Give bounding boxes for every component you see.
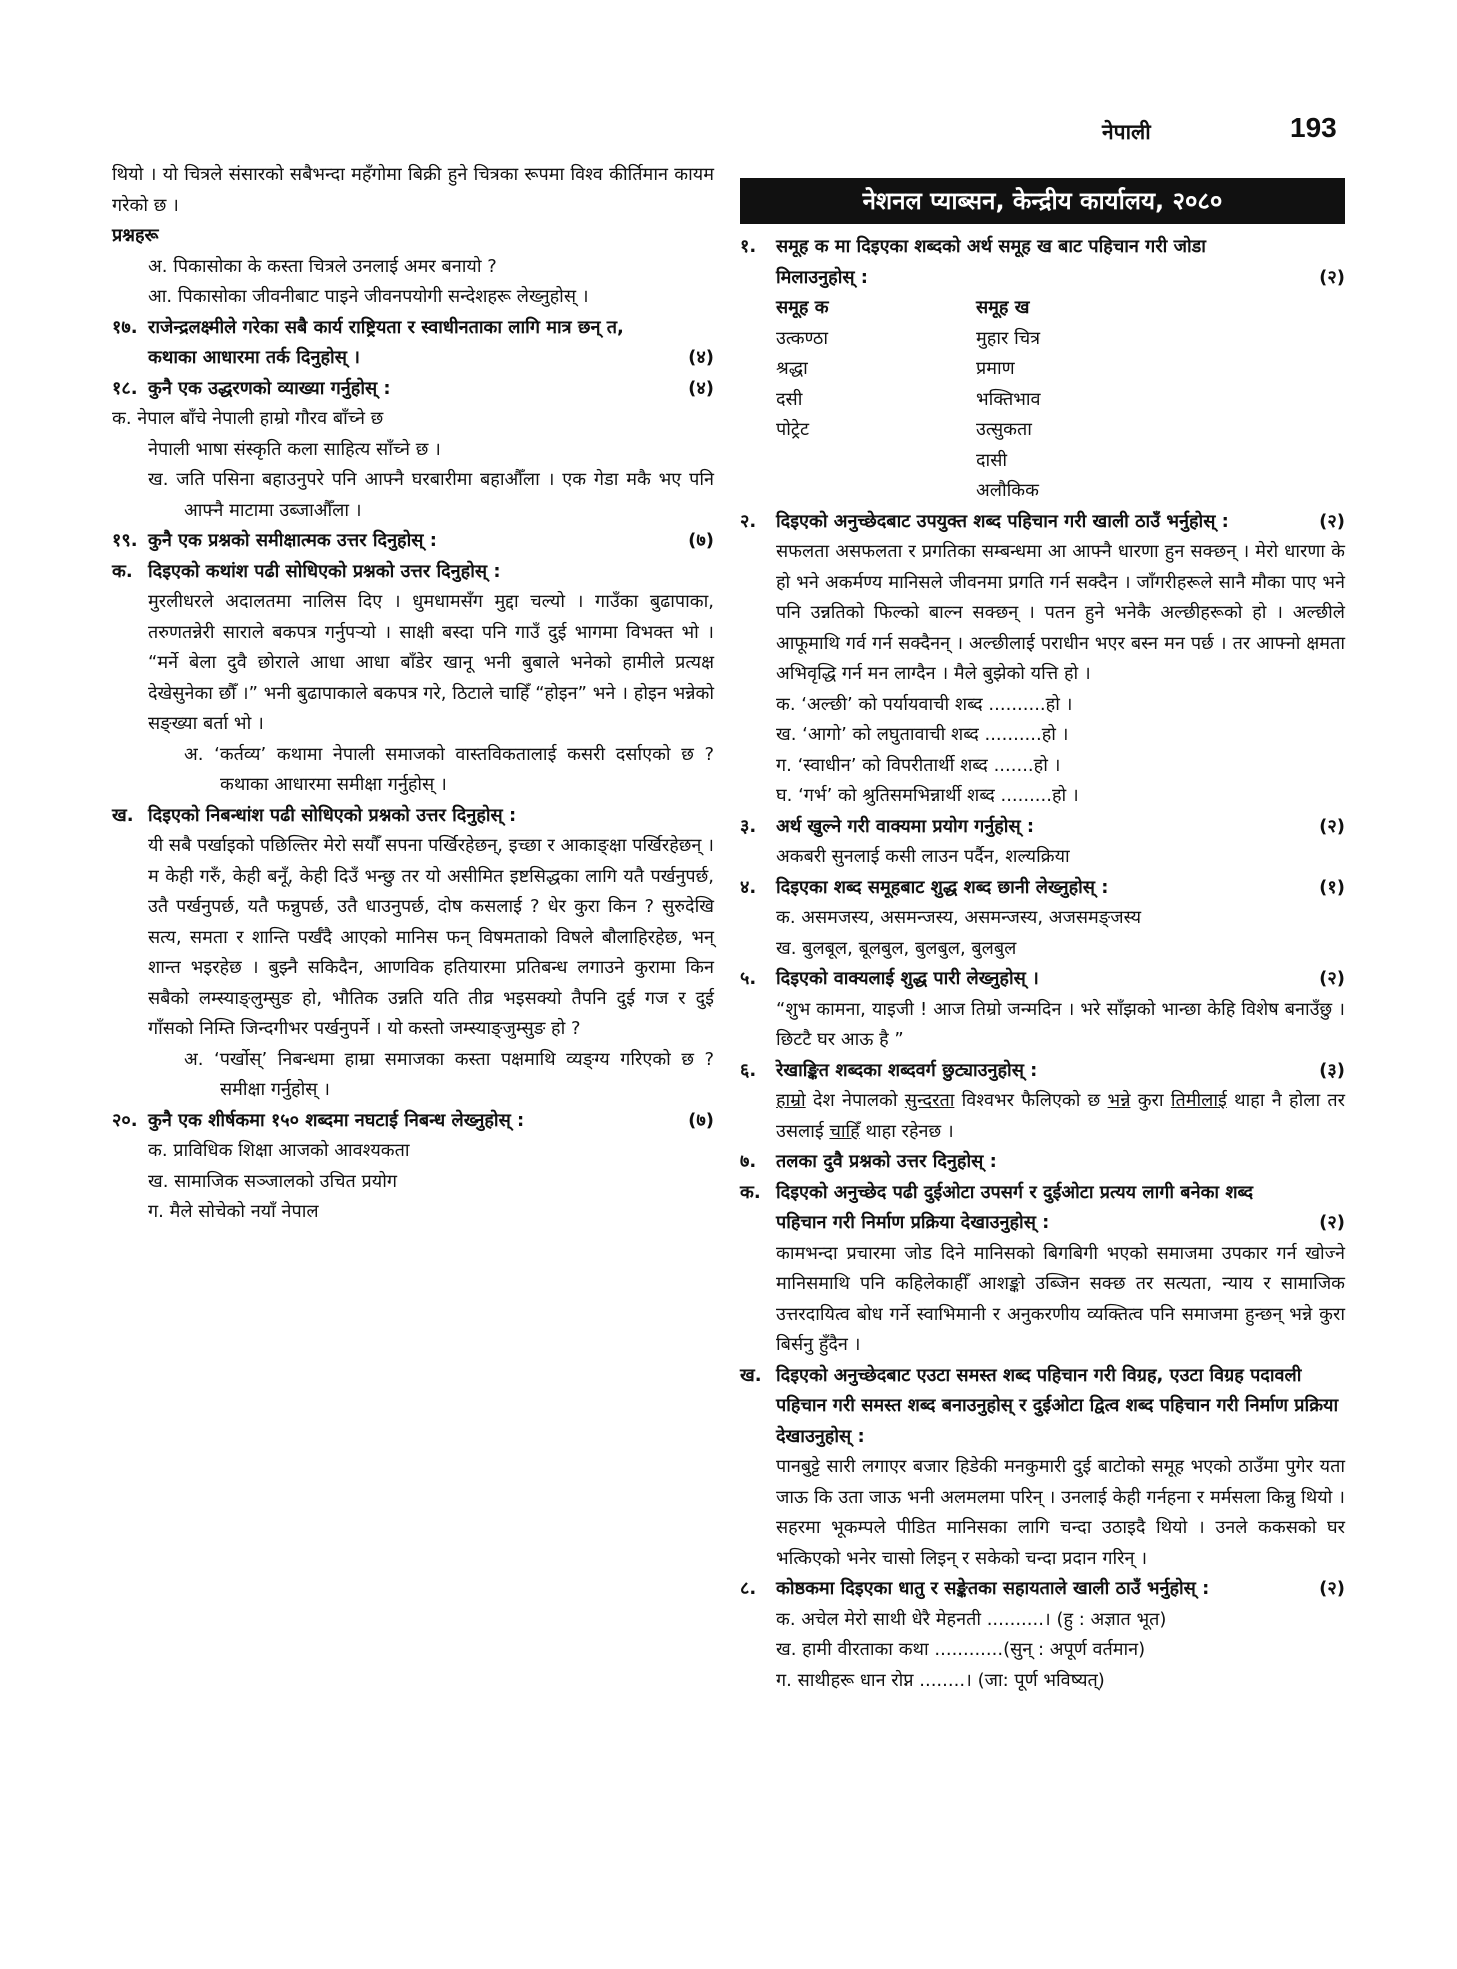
question-19 [112,526,714,557]
sentence-text: कुरा [1130,1090,1171,1111]
question-a: अ. पिकासोका के कस्ता चित्रले उनलाई अमर बनायो ? [148,255,497,277]
question-text: दिइएका शब्द समूहबाट शुद्ध शब्द छानी लेख्नुहोस् : [776,876,1109,898]
q20-option-ka: क. प्राविधिक शिक्षा आजको आवश्यकता [148,1140,410,1161]
sentence-text: थाहा रहेनछ । [859,1120,954,1142]
question-7 [740,1147,1345,1178]
column-a-heading: समूह क [776,297,829,318]
question-text: दिइएको वाक्यलाई शुद्ध पारी लेख्नुहोस् । [776,968,1039,989]
question-text: समूह क मा दिइएका शब्दको अर्थ समूह ख बाट पहिचान गरी जोडा मिलाउनुहोस् : [776,236,1206,288]
question-marks: (३) [1319,1059,1345,1081]
q18-option-ka-line2: नेपाली भाषा संस्कृति कला साहित्य साँच्ने छ । [148,438,441,460]
question-text: कुनै एक शीर्षकमा १५० शब्दमा नघटाई निबन्ध लेख्नुहोस् : [148,1109,525,1131]
question-text: दिइएको अनुच्छेदबाट उपयुक्त शब्द पहिचान गरी खाली ठाउँ भर्नुहोस् : [776,510,1229,532]
question-text: कुनै एक उद्धरणको व्याख्या गर्नुहोस् : [148,377,391,399]
column-b-item: उत्सुकता [976,419,1032,440]
underlined-word: भन्ने [1107,1090,1131,1111]
question-marks: (२) [1319,1578,1345,1599]
q7-part-kha-heading [740,1361,1345,1453]
question-number: ३. [740,815,757,837]
q2-blank-kha: ख. ‘आगो’ को लघुतावाची शब्द ..........हो । [776,724,1069,745]
question-marks: (२) [1319,968,1345,989]
right-column [740,172,1345,1696]
question-1 [740,232,1345,293]
part-title: दिइएको अनुच्छेदबाट एउटा समस्त शब्द पहिचान गरी विग्रह, एउटा विग्रह पदावली पहिचान गरी समस्त शब्द बनाउनुहोस् र दुईओटा द्वित्व शब्द पहिचान गरी निर्माण प्रक्रिया देखाउनुहोस् : [776,1364,1339,1447]
question-18 [112,374,714,405]
question-number: २. [740,510,757,532]
question-marks: (४) [688,347,714,368]
question-3 [740,812,1345,843]
q7-part-ka-heading [740,1178,1345,1239]
q19-essay-excerpt: यी सबै पर्खाइको पछिल्तिर मेरो सयौँ सपना पर्खिरहेछन्, इच्छा र आकाङ्क्षा पर्खिरहेछन् । म केही गरुँ, केही बनूँ, केही दिउँ भन्छु तर यो असीमित इष्टसिद्धका लागि यतै पर्खनुपर्छ, उतै पर्खनुपर्छ, यतै फन्नुपर्छ, उतै धाउनुपर्छ, दोष कसलाई ? धेर कुरा किन ? सुरुदेखि सत्य, समता र शान्ति पर्खँदै आएको मानिस फन् विषमताको विषले बौलाहिरहेछ, भन् शान्त भइरहेछ । बुझ्नै सकिदैन, आणविक हतियारमा प्रतिबन्ध लगाउने कुरामा किन सबैको लम्स्याङ्लुम्सुङ हो, भौतिक उन्नति यति तीव्र भइसक्यो तैपनि दुई गज र दुई गाँसको निम्ति जिन्दगीभर पर्खनुपर्ने । यो कस्तो जम्स्याङ्जुम्सुङ हो ? [148,835,714,1039]
question-number: ७. [740,1151,757,1172]
underlined-word: हाम्रो [776,1090,806,1111]
part-label: ख. [112,804,134,826]
questions-heading: प्रश्नहरू [112,225,159,246]
question-number: १९. [112,530,138,551]
column-a-item: श्रद्धा [776,358,808,379]
question-number: १७. [112,316,138,338]
question-number: ८. [740,1578,757,1599]
column-b-item: भक्तिभाव [976,388,1041,410]
q20-option-ga: ग. मैले सोचेको नयाँ नेपाल [148,1201,319,1222]
question-2 [740,507,1345,538]
question-aa: आ. पिकासोका जीवनीबाट पाइने जीवनपयोगी सन्देशहरू लेख्नुहोस् । [148,286,589,307]
q8-blank-kha: ख. हामी वीरताका कथा ............(सुन् : अपूर्ण वर्तमान) [776,1639,1146,1660]
column-a-item: पोट्रेट [776,419,810,440]
q5-body: “शुभ कामना, याइजी ! आज तिम्रो जन्मदिन । भरे साँझको भान्छा केहि विशेष बनाउँछु । छिटटै घर आऊ है ” [776,998,1345,1050]
page-number: 193 [1290,112,1337,143]
underlined-word: सुन्दरता [904,1090,955,1111]
column-a-empty [776,476,976,507]
q3-body: अकबरी सुनलाई कसी लाउन पर्दैन, शल्यक्रिया [776,846,1070,867]
q4-option-ka: क. असमजस्य, असमन्जस्य, असमन्जस्य, अजसमङ्जस्य [776,907,1142,928]
part-title: दिइएको निबन्धांश पढी सोधिएको प्रश्नको उत्तर दिनुहोस् : [148,804,517,826]
part-label: ख. [740,1364,762,1386]
question-4 [740,873,1345,904]
question-marks: (२) [1319,266,1345,288]
question-text: अर्थ खुल्ने गरी वाक्यमा प्रयोग गर्नुहोस् : [776,815,1035,837]
question-marks: (७) [688,530,714,551]
q2-blank-ka: क. ‘अल्छी’ को पर्यायवाची शब्द ..........हो । [776,693,1073,715]
q4-option-kha: ख. बुलबूल, बूलबुल, बुलबुल, बुलबुल [776,937,1017,959]
question-number: १८. [112,377,138,399]
question-text: राजेन्द्रलक्ष्मीले गरेका सबै कार्य राष्ट्रियता र स्वाधीनताका लागि मात्र छन् त, कथाका आधारमा तर्क दिनुहोस् । [148,316,624,368]
question-number: ६. [740,1059,757,1081]
section-banner: नेशनल प्याब्सन, केन्द्रीय कार्यालय, २०८० [740,178,1345,224]
question-marks: (२) [1319,1212,1345,1233]
underlined-word: तिमीलाई [1170,1090,1227,1111]
underlined-word: चाहिँ [829,1120,860,1142]
q19-part-kha-heading [112,801,714,832]
column-b-item: दासी [976,449,1008,471]
q8-blank-ka: क. अचेल मेरो साथी धेरै मेहनती ..........। (हु : अज्ञात भूत) [776,1608,1167,1630]
question-text: तलका दुवै प्रश्नको उत्तर दिनुहोस् : [776,1151,997,1172]
q8-blank-ga: ग. साथीहरू धान रोप्न ........। (जा: पूर्ण भविष्यत्) [776,1669,1105,1691]
column-b-item: अलौकिक [976,480,1039,501]
q19-kha-question: अ. ‘पर्खोस्’ निबन्धमा हाम्रा समाजका कस्ता पक्षमाथि व्यङ्ग्य गरिएको छ ? समीक्षा गर्नुहोस् । [184,1048,714,1100]
question-marks: (७) [688,1109,714,1131]
sentence-text: विश्वभर फैलिएको छ [954,1090,1108,1111]
q7-ka-paragraph: कामभन्दा प्रचारमा जोड दिने मानिसको बिगबिगी भएको समाजमा उपकार गर्न खोज्ने मानिसमाथि पनि कहिलेकाहीँ आशङ्को उब्जिन सक्छ तर सत्यता, न्याय र सामाजिक उत्तरदायित्व बोध गर्ने स्वाभिमानी र अनुकरणीय व्यक्तित्व पनि समाजमा हुन्छन् भन्ने कुरा बिर्सनु हुँदैन । [776,1242,1345,1355]
column-a-item: दसी [776,388,803,410]
intro-paragraph: थियो । यो चित्रले संसारको सबैभन्दा महँगोमा बिक्री हुने चित्रका रूपमा विश्व कीर्तिमान कायम गरेको छ । [112,164,714,216]
q18-option-kha: ख. जति पसिना बहाउनुपरे पनि आफ्नै घरबारीमा बहाऔँला । एक गेडा मकै भए पनि आफ्नै माटामा उब्जाऔँला । [148,469,714,521]
q19-part-ka-heading [112,557,714,588]
question-text: रेखाङ्कित शब्दका शब्दवर्ग छुट्याउनुहोस् : [776,1059,1038,1081]
part-title: दिइएको अनुच्छेद पढी दुईओटा उपसर्ग र दुईओटा प्रत्यय लागी बनेका शब्द पहिचान गरी निर्माण प्रक्रिया देखाउनुहोस् : [776,1181,1254,1233]
q18-option-ka: क. नेपाल बाँचे नेपाली हाम्रो गौरव बाँच्ने छ [112,408,384,429]
q2-blank-ga: ग. ‘स्वाधीन’ को विपरीतार्थी शब्द .......हो । [776,754,1061,776]
q20-option-kha: ख. सामाजिक सञ्जालको उचित प्रयोग [148,1170,397,1192]
question-20 [112,1106,714,1137]
column-b-item: मुहार चित्र [976,327,1041,349]
column-b-item: प्रमाण [976,358,1015,379]
question-number: २०. [112,1109,138,1131]
q6-sentence [740,1086,1345,1147]
question-number: ५. [740,968,757,989]
question-marks: (४) [688,377,714,399]
question-text: कुनै एक प्रश्नको समीक्षात्मक उत्तर दिनुहोस् : [148,530,437,551]
part-label: क. [740,1181,761,1203]
question-number: १. [740,236,757,257]
part-title: दिइएको कथांश पढी सोधिएको प्रश्नको उत्तर दिनुहोस् : [148,560,501,582]
column-a-item: उत्कण्ठा [776,327,829,349]
left-column [112,160,714,1228]
sentence-text: थाहा नै होला तर उसलाई [776,1090,1345,1142]
q19-story-excerpt: मुरलीधरले अदालतमा नालिस दिए । धुमधामसँग मुद्दा चल्यो । गाउँका बुढापाका, तरुणतन्नेरी साराले बकपत्र गर्नुपर्‍यो । साक्षी बस्दा पनि गाउँ दुई भागमा विभक्त भो । “मर्ने बेला दुवै छोराले आधा आधा बाँडेर खानू भनी बुबाले भनेको हामीले प्रत्यक्ष देखेसुनेका छौँ ।” भनी बुढापाकाले बकपत्र गरे, ठिटाले चाहिँ “होइन” भने । होइन भन्नेको सङ्ख्या बर्ता भो । [148,591,714,734]
q7-kha-paragraph: पानबुट्टे सारी लगाएर बजार हिडेकी मनकुमारी दुई बाटोको समूह भएको ठाउँमा पुगेर यता जाऊ कि उता जाऊ भनी अलमलमा परिन् । उनलाई केही गर्नहना र मर्मसला किन्नु थियो । सहरमा भूकम्पले पीडित मानिसका लागि चन्दा उठाइदै थियो । उनले ककसको घर भत्किएको भनेर चासो लिइन् र सकेको चन्दा प्रदान गरिन् । [776,1456,1345,1569]
sentence-text: देश नेपालको [805,1090,905,1111]
question-text: कोष्ठकमा दिइएका धातु र सङ्केतका सहायताले खाली ठाउँ भर्नुहोस् : [776,1578,1210,1599]
matching-table [740,293,1345,507]
header-subject: नेपाली [1102,120,1151,144]
part-label: क. [112,560,133,582]
q2-paragraph: सफलता असफलता र प्रगतिका सम्बन्धमा आ आफ्नै धारणा हुन सक्छन् । मेरो धारणा के हो भने अकर्मण्य मानिसले जीवनमा प्रगति गर्न सक्दैन । जाँगरीहरूले सानै मौका पाए भने पनि उन्नतिको फिल्को बाल्न सक्छन् । पतन हुने भनेकै अल्छीहरूको हो । अल्छीले आफूमाथि गर्व गर्न सक्दैनन् । अल्छीलाई पराधीन भएर बस्न मन पर्छ । तर आफ्नो क्षमता अभिवृद्धि गर्न मन लाग्दैन । मैले बुझेको यत्ति हो । [776,541,1345,684]
column-b-heading: समूह ख [976,297,1030,318]
question-17 [112,313,714,374]
question-marks: (२) [1319,510,1345,532]
question-marks: (१) [1319,876,1345,898]
q2-blank-gha: घ. ‘गर्भ’ को श्रुतिसमभिन्नार्थी शब्द .........हो । [776,785,1079,806]
question-5 [740,964,1345,995]
question-6 [740,1056,1345,1087]
question-number: ४. [740,876,757,898]
question-marks: (२) [1319,815,1345,837]
column-a-empty [776,446,976,477]
q19-ka-question: अ. ‘कर्तव्य’ कथामा नेपाली समाजको वास्तविकतालाई कसरी दर्साएको छ ? कथाका आधारमा समीक्षा गर्नुहोस् । [184,743,714,795]
question-8 [740,1574,1345,1605]
